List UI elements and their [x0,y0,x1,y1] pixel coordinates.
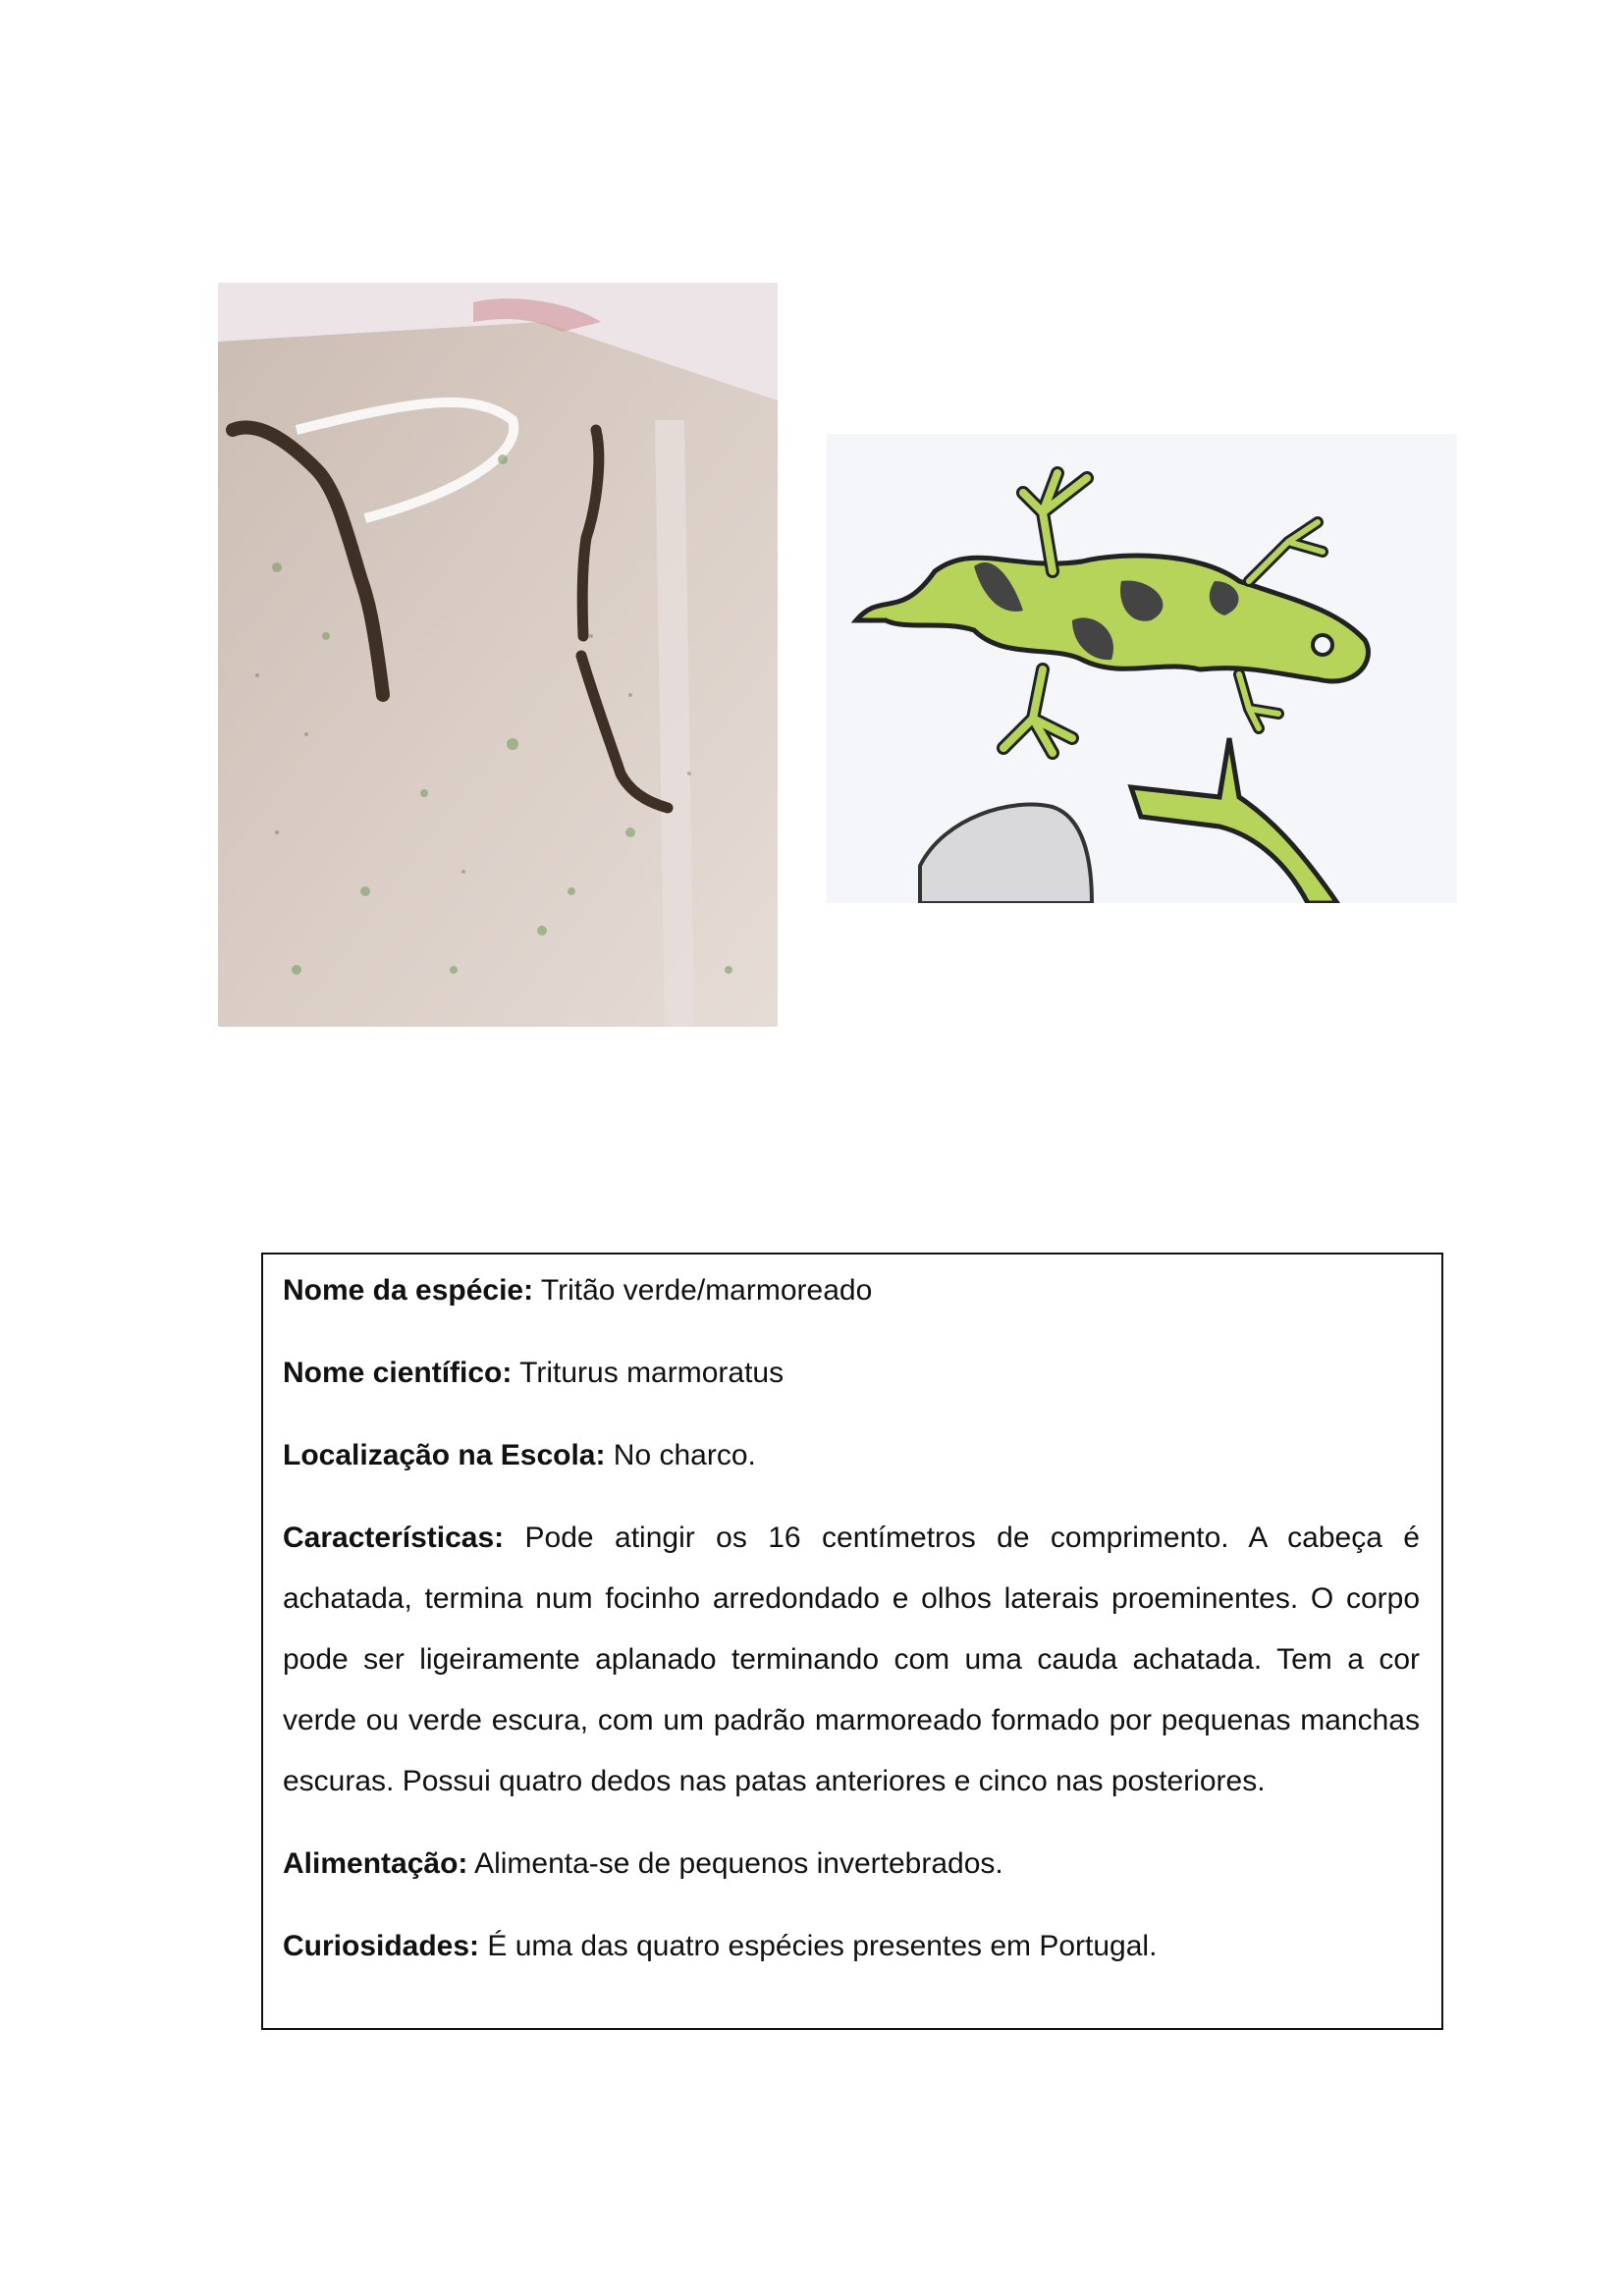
diet-label: Alimentação: [283,1847,468,1880]
characteristics-value: Pode atingir os 16 centímetros de comprimento. A cabeça é achatada, termina num focinho arredondado e olhos laterais proeminentes. O corpo pode ser ligeiramente aplanado terminando com uma cauda achatada. Tem a cor verde ou verde escura, com um padrão marmoreado formado por pequenas manchas escuras. Possui quatro dedos nas patas anteriores e cinco nas posteriores. [283,1522,1420,1797]
location-label: Localização na Escola: [283,1439,606,1471]
location-value: No charco. [605,1439,756,1471]
curiosities-value: É uma das quatro espécies presentes em Portugal. [479,1930,1158,1962]
curiosities-field [283,1916,1420,1977]
scientific-name-label: Nome científico: [283,1357,513,1389]
diet-field [283,1834,1420,1895]
newt-drawing [827,434,1457,903]
scientific-name-field [283,1343,1420,1404]
species-name-field [283,1260,1420,1321]
characteristics-field [283,1508,1420,1812]
characteristics-label: Características: [283,1522,505,1554]
diet-value: Alimenta-se de pequenos invertebrados. [467,1847,1003,1880]
curiosities-label: Curiosidades: [283,1930,480,1962]
scientific-name-value: Triturus marmoratus [512,1357,785,1389]
species-name-label: Nome da espécie: [283,1274,534,1307]
newts-photo [218,283,778,1027]
location-field [283,1425,1420,1486]
species-name-value: Tritão verde/marmoreado [533,1274,873,1307]
species-info-card [261,1253,1443,2030]
